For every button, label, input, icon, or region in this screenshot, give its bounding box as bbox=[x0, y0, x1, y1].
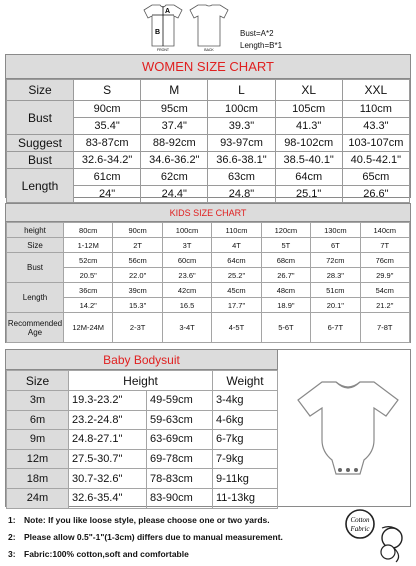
table-cell: 103-107cm bbox=[342, 135, 409, 152]
table-cell: 26.7" bbox=[261, 268, 310, 283]
table-cell: 93-97cm bbox=[208, 135, 275, 152]
table-cell: 64cm bbox=[275, 169, 342, 186]
table-row bbox=[7, 253, 410, 268]
size-cell: S bbox=[74, 80, 141, 101]
table-cell: 12M-24M bbox=[64, 313, 113, 343]
table-cell: 40.5-42.1" bbox=[342, 152, 409, 169]
table-cell: 48cm bbox=[261, 283, 310, 298]
table-row bbox=[7, 223, 410, 238]
recommended-age-label-top: Recommended bbox=[7, 318, 63, 328]
bodysuit-icon bbox=[294, 378, 402, 482]
table-cell: 12m bbox=[7, 449, 69, 469]
recommended-age-label bbox=[7, 313, 64, 343]
table-cell: 83-90cm bbox=[147, 488, 213, 508]
table-cell: 63-69cm bbox=[147, 430, 213, 450]
table-row bbox=[7, 169, 410, 186]
table-cell: 20.5" bbox=[64, 268, 113, 283]
table-cell: 9m bbox=[7, 430, 69, 450]
table-cell: 63cm bbox=[208, 169, 275, 186]
table-cell: 110cm bbox=[212, 223, 261, 238]
table-row bbox=[7, 268, 410, 283]
table-cell: 2T bbox=[113, 238, 162, 253]
logo-line-2: Fabric bbox=[350, 525, 370, 533]
length-label: Length bbox=[7, 169, 74, 203]
table-cell: 51cm bbox=[311, 283, 360, 298]
table-cell: 72cm bbox=[311, 253, 360, 268]
table-cell: 29.9" bbox=[360, 268, 409, 283]
table-cell: 52cm bbox=[64, 253, 113, 268]
table-row bbox=[7, 298, 410, 313]
kids-size-chart bbox=[5, 203, 411, 343]
table-cell: 11-13kg bbox=[213, 488, 278, 508]
table-cell: 35.4" bbox=[74, 118, 141, 135]
table-cell: 28.3" bbox=[311, 268, 360, 283]
table-cell: 56cm bbox=[113, 253, 162, 268]
kids-size-table bbox=[6, 222, 410, 343]
table-cell: 5-6T bbox=[261, 313, 310, 343]
table-cell: 80cm bbox=[64, 223, 113, 238]
label-a: A bbox=[165, 8, 171, 15]
table-row bbox=[7, 371, 278, 391]
cotton-fabric-logo-icon bbox=[342, 508, 410, 564]
table-cell: 42cm bbox=[162, 283, 211, 298]
note-text: Note: If you like loose style, please choose one or two yards. bbox=[24, 515, 270, 525]
baby-bodysuit-chart bbox=[5, 349, 411, 507]
table-cell: 3-4kg bbox=[213, 391, 278, 411]
note-number: 3: bbox=[8, 549, 16, 559]
table-cell: 90cm bbox=[113, 223, 162, 238]
logo-line-1: Cotton bbox=[350, 516, 370, 524]
table-row bbox=[7, 135, 410, 152]
table-cell: 3-4T bbox=[162, 313, 211, 343]
table-cell: 100cm bbox=[208, 101, 275, 118]
table-cell: 24.8-27.1" bbox=[69, 430, 147, 450]
table-cell: 43.3" bbox=[342, 118, 409, 135]
table-cell: 62cm bbox=[141, 169, 208, 186]
table-row bbox=[7, 283, 410, 298]
table-cell: 18m bbox=[7, 469, 69, 489]
women-chart-title: WOMEN SIZE CHART bbox=[6, 55, 410, 79]
bust-formula: Bust=A*2 bbox=[240, 29, 274, 38]
size-cell: M bbox=[141, 80, 208, 101]
table-row bbox=[7, 488, 278, 508]
women-size-chart bbox=[5, 54, 411, 198]
table-cell: 6T bbox=[311, 238, 360, 253]
table-cell: 7T bbox=[360, 238, 409, 253]
table-cell: 23.6" bbox=[162, 268, 211, 283]
table-cell: 20.1" bbox=[311, 298, 360, 313]
table-cell: 3T bbox=[162, 238, 211, 253]
size-label: Size bbox=[7, 238, 64, 253]
table-cell: 6m bbox=[7, 410, 69, 430]
note-number: 1: bbox=[8, 515, 16, 525]
table-cell: 65cm bbox=[342, 169, 409, 186]
front-label: FRONT bbox=[156, 48, 170, 52]
table-cell: 4T bbox=[212, 238, 261, 253]
label-b: B bbox=[155, 29, 161, 36]
table-cell: 110cm bbox=[342, 101, 409, 118]
baby-size-table bbox=[6, 370, 278, 509]
table-row bbox=[7, 469, 278, 489]
table-row bbox=[7, 101, 410, 118]
table-cell: 19.3-23.2" bbox=[69, 391, 147, 411]
bust-label: Bust bbox=[7, 101, 74, 135]
baby-chart-title: Baby Bodysuit bbox=[6, 350, 278, 370]
table-cell: 6-7T bbox=[311, 313, 360, 343]
tshirt-icon bbox=[138, 2, 234, 52]
table-cell: 14.2" bbox=[64, 298, 113, 313]
table-cell: 24.8" bbox=[208, 186, 275, 203]
table-cell: 26.6" bbox=[342, 186, 409, 203]
table-cell: 16.5 bbox=[162, 298, 211, 313]
height-header: Height bbox=[69, 371, 213, 391]
table-cell: 7-8T bbox=[360, 313, 409, 343]
table-cell: 5T bbox=[261, 238, 310, 253]
table-cell: 68cm bbox=[261, 253, 310, 268]
table-cell: 27.5-30.7" bbox=[69, 449, 147, 469]
table-cell: 60cm bbox=[162, 253, 211, 268]
note-text: Fabric:100% cotton,soft and comfortable bbox=[24, 549, 189, 559]
table-row bbox=[7, 152, 410, 169]
table-cell: 37.4" bbox=[141, 118, 208, 135]
table-cell: 24m bbox=[7, 488, 69, 508]
table-cell: 2-3T bbox=[113, 313, 162, 343]
table-row bbox=[7, 391, 278, 411]
table-row bbox=[7, 238, 410, 253]
table-cell: 30.7-32.6" bbox=[69, 469, 147, 489]
table-cell: 25.1" bbox=[275, 186, 342, 203]
table-cell: 88-92cm bbox=[141, 135, 208, 152]
bust-label: Bust bbox=[7, 253, 64, 283]
length-formula: Length=B*1 bbox=[240, 41, 283, 50]
table-cell: 105cm bbox=[275, 101, 342, 118]
size-cell: XL bbox=[275, 80, 342, 101]
table-row bbox=[7, 80, 410, 101]
table-cell: 4-6kg bbox=[213, 410, 278, 430]
table-cell: 39cm bbox=[113, 283, 162, 298]
table-cell: 120cm bbox=[261, 223, 310, 238]
table-cell: 98-102cm bbox=[275, 135, 342, 152]
table-cell: 1-12M bbox=[64, 238, 113, 253]
table-cell: 18.9" bbox=[261, 298, 310, 313]
table-cell: 4-5T bbox=[212, 313, 261, 343]
size-cell: XXL bbox=[342, 80, 409, 101]
table-cell: 140cm bbox=[360, 223, 409, 238]
recommended-age-label-bottom: Age bbox=[27, 327, 43, 337]
table-cell: 23.2-24.8" bbox=[69, 410, 147, 430]
height-label: height bbox=[7, 223, 64, 238]
table-cell: 36.6-38.1" bbox=[208, 152, 275, 169]
table-cell: 34.6-36.2" bbox=[141, 152, 208, 169]
kids-chart-title: KIDS SIZE CHART bbox=[6, 204, 410, 222]
back-label: BACK bbox=[204, 48, 214, 52]
women-size-table bbox=[6, 79, 410, 203]
table-cell: 95cm bbox=[141, 101, 208, 118]
size-cell: L bbox=[208, 80, 275, 101]
table-cell: 6-7kg bbox=[213, 430, 278, 450]
table-cell: 100cm bbox=[162, 223, 211, 238]
table-cell: 90cm bbox=[74, 101, 141, 118]
table-row bbox=[7, 430, 278, 450]
suggest-bust-label-bottom: Bust bbox=[7, 152, 74, 169]
table-row bbox=[7, 449, 278, 469]
table-cell: 54cm bbox=[360, 283, 409, 298]
table-cell: 25.2" bbox=[212, 268, 261, 283]
table-cell: 36cm bbox=[64, 283, 113, 298]
table-cell: 64cm bbox=[212, 253, 261, 268]
table-cell: 130cm bbox=[311, 223, 360, 238]
table-row bbox=[7, 410, 278, 430]
size-header: Size bbox=[7, 371, 69, 391]
table-row bbox=[7, 313, 410, 343]
table-cell: 24.4" bbox=[141, 186, 208, 203]
note-number: 2: bbox=[8, 532, 16, 542]
length-label: Length bbox=[7, 283, 64, 313]
table-cell: 83-87cm bbox=[74, 135, 141, 152]
table-cell: 69-78cm bbox=[147, 449, 213, 469]
weight-header: Weight bbox=[213, 371, 278, 391]
measurement-diagram bbox=[0, 0, 416, 52]
table-cell: 21.2" bbox=[360, 298, 409, 313]
table-cell: 45cm bbox=[212, 283, 261, 298]
table-cell: 61cm bbox=[74, 169, 141, 186]
table-cell: 15.3" bbox=[113, 298, 162, 313]
table-cell: 76cm bbox=[360, 253, 409, 268]
note-text: Please allow 0.5"-1"(1-3cm) differs due to manual measurement. bbox=[24, 532, 283, 542]
table-cell: 39.3" bbox=[208, 118, 275, 135]
table-cell: 38.5-40.1" bbox=[275, 152, 342, 169]
table-cell: 24" bbox=[74, 186, 141, 203]
table-cell: 49-59cm bbox=[147, 391, 213, 411]
table-cell: 22.0" bbox=[113, 268, 162, 283]
suggest-bust-label-top: Suggest bbox=[7, 135, 74, 152]
table-cell: 17.7" bbox=[212, 298, 261, 313]
table-cell: 59-63cm bbox=[147, 410, 213, 430]
size-header: Size bbox=[7, 80, 74, 101]
table-cell: 7-9kg bbox=[213, 449, 278, 469]
table-cell: 3m bbox=[7, 391, 69, 411]
table-cell: 9-11kg bbox=[213, 469, 278, 489]
table-cell: 32.6-35.4" bbox=[69, 488, 147, 508]
table-cell: 78-83cm bbox=[147, 469, 213, 489]
table-cell: 41.3" bbox=[275, 118, 342, 135]
table-cell: 32.6-34.2" bbox=[74, 152, 141, 169]
